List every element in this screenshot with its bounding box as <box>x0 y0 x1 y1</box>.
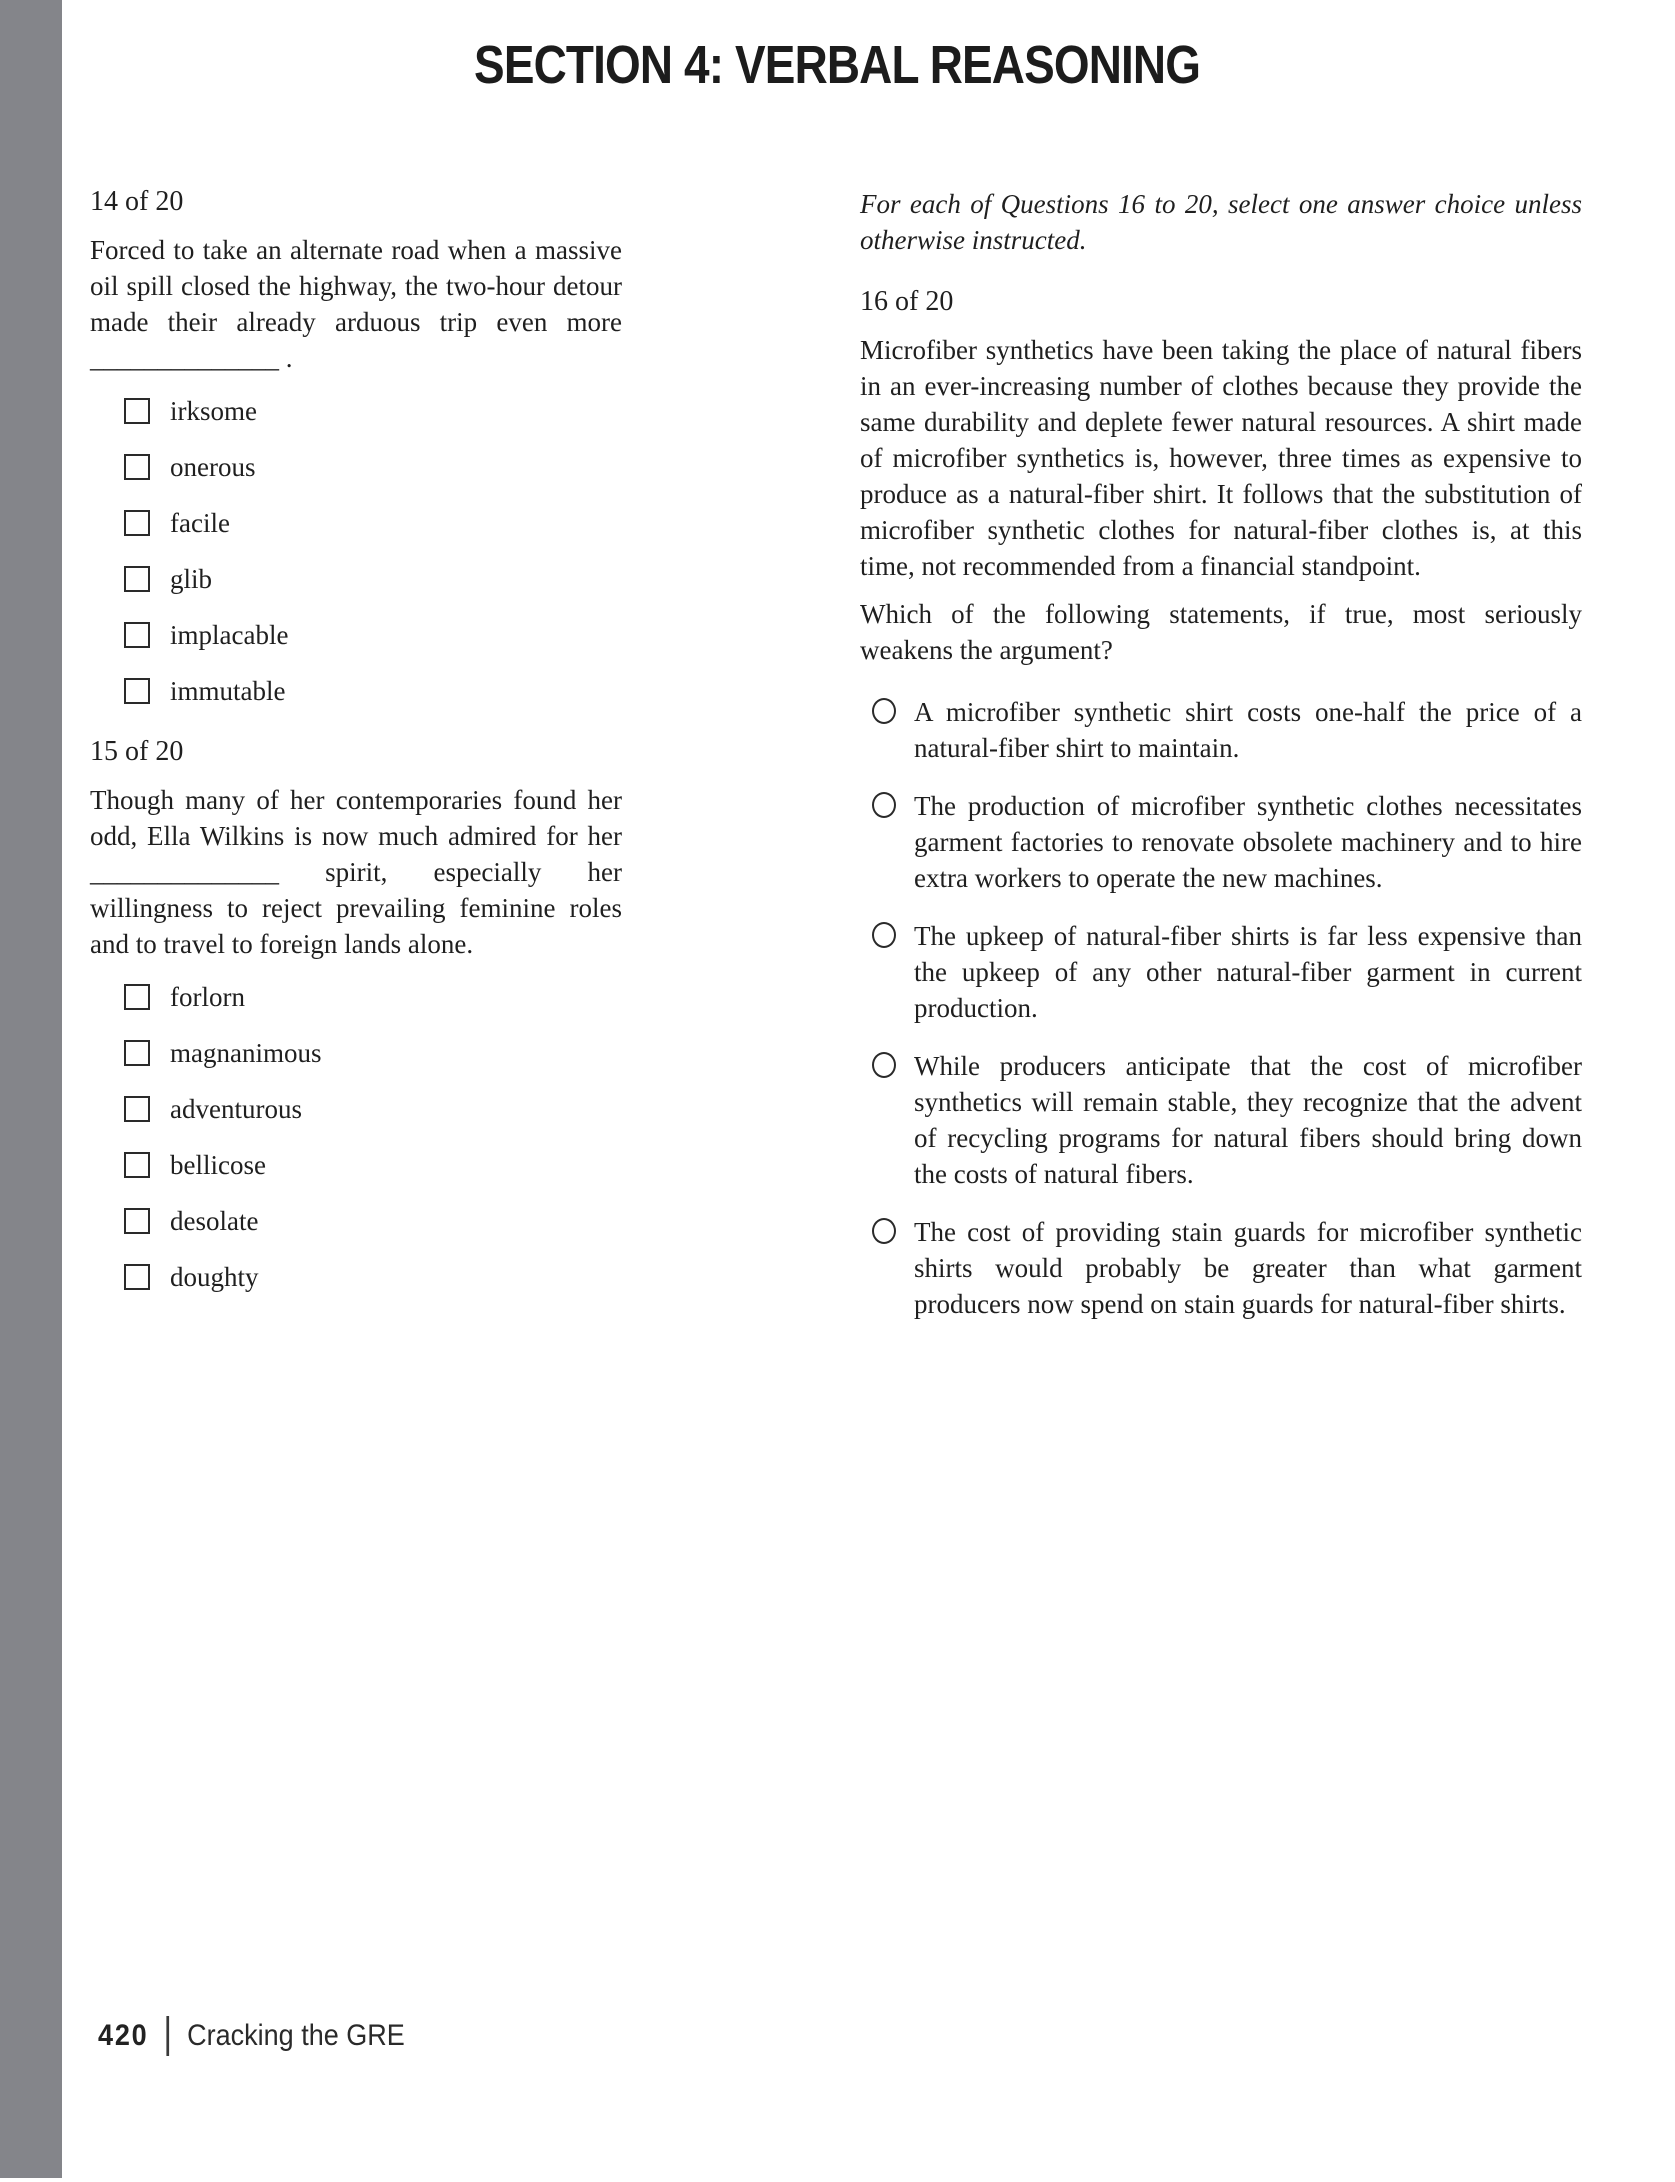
option-label: onerous <box>170 452 256 482</box>
answer-option[interactable] <box>124 564 622 594</box>
answer-option[interactable] <box>124 452 622 482</box>
answer-option[interactable] <box>124 1206 622 1236</box>
page-title: SECTION 4: VERBAL REASONING <box>474 35 1201 95</box>
checkbox[interactable] <box>124 1096 150 1122</box>
answer-option[interactable] <box>124 676 622 706</box>
option-label: implacable <box>170 620 289 650</box>
answer-option[interactable] <box>124 1150 622 1180</box>
question-14 <box>90 186 622 706</box>
sidebar-strip <box>0 0 62 2178</box>
answer-option[interactable] <box>124 982 622 1012</box>
radio-button[interactable] <box>872 698 896 724</box>
radio-button[interactable] <box>872 922 896 948</box>
right-column <box>860 186 1582 1344</box>
option-label: The production of microfiber synthetic clothes necessitates garment factories to renovate obsolete machinery and to hire extra workers to operate the new machines. <box>914 791 1582 893</box>
footer-book-title: Cracking the GRE <box>187 2019 405 2052</box>
option-label: The cost of providing stain guards for microfiber synthetic shirts would probably be greater than what garment producers now spend on stain guards for natural-fiber shirts. <box>914 1217 1582 1319</box>
answer-options <box>860 694 1582 1322</box>
footer-page-number: 420 <box>98 2019 149 2052</box>
option-label: immutable <box>170 676 286 706</box>
answer-option[interactable] <box>860 918 1582 1026</box>
question-prompt: Forced to take an alternate road when a massive oil spill closed the highway, the two-hour detour made their already arduous trip even more ______________ . <box>90 235 622 373</box>
option-label: magnanimous <box>170 1038 322 1068</box>
footer-separator <box>166 2016 169 2056</box>
question-16 <box>860 286 1582 1322</box>
option-label: forlorn <box>170 982 245 1012</box>
page-title-wrap <box>0 34 1675 96</box>
checkbox[interactable] <box>124 398 150 424</box>
checkbox[interactable] <box>124 678 150 704</box>
answer-option[interactable] <box>124 620 622 650</box>
option-label: facile <box>170 508 230 538</box>
page-footer <box>98 2016 405 2056</box>
answer-options <box>124 396 622 706</box>
option-label: doughty <box>170 1262 259 1292</box>
passage: Microfiber synthetics have been taking the place of natural fibers in an ever-increasing number of clothes because they provide the same durability and deplete fewer natural resources. A shirt made of microfiber synthetics is, however, three times as expensive to produce as a natural-fiber shirt. It follows that the substitution of microfiber synthetic clothes for natural-fiber clothes is, at this time, not recommended from a financial standpoint. <box>860 335 1582 581</box>
radio-button[interactable] <box>872 1218 896 1244</box>
option-label: bellicose <box>170 1150 266 1180</box>
checkbox[interactable] <box>124 1040 150 1066</box>
left-column <box>90 186 622 1318</box>
checkbox[interactable] <box>124 1208 150 1234</box>
option-label: glib <box>170 564 213 594</box>
option-label: adventurous <box>170 1094 302 1124</box>
option-label: A microfiber synthetic shirt costs one-half the price of a natural-fiber shirt to maintain. <box>914 697 1582 763</box>
question-number: 16 of 20 <box>860 286 954 317</box>
answer-option[interactable] <box>860 1048 1582 1192</box>
answer-option[interactable] <box>860 1214 1582 1322</box>
checkbox[interactable] <box>124 1152 150 1178</box>
question-15 <box>90 736 622 1292</box>
checkbox[interactable] <box>124 566 150 592</box>
checkbox[interactable] <box>124 622 150 648</box>
answer-option[interactable] <box>124 508 622 538</box>
checkbox[interactable] <box>124 984 150 1010</box>
question-prompt: Which of the following statements, if true, most seriously weakens the argument? <box>860 599 1582 665</box>
answer-options <box>124 982 622 1292</box>
option-label: irksome <box>170 396 257 426</box>
answer-option[interactable] <box>124 396 622 426</box>
radio-button[interactable] <box>872 1052 896 1078</box>
answer-option[interactable] <box>860 694 1582 766</box>
question-prompt: Though many of her contemporaries found her odd, Ella Wilkins is now much admired for her ______________ spirit, especially her willingness to reject prevailing feminine roles and to travel to foreign lands alone. <box>90 785 622 959</box>
question-number: 15 of 20 <box>90 736 184 767</box>
option-label: desolate <box>170 1206 259 1236</box>
answer-option[interactable] <box>124 1094 622 1124</box>
radio-button[interactable] <box>872 792 896 818</box>
question-number: 14 of 20 <box>90 186 184 217</box>
option-label: While producers anticipate that the cost of microfiber synthetics will remain stable, they recognize that the advent of recycling programs for natural fibers should bring down the costs of natural fibers. <box>914 1051 1582 1189</box>
checkbox[interactable] <box>124 1264 150 1290</box>
option-label: The upkeep of natural-fiber shirts is far less expensive than the upkeep of any other natural-fiber garment in current production. <box>914 921 1582 1023</box>
checkbox[interactable] <box>124 510 150 536</box>
section-instructions: For each of Questions 16 to 20, select one answer choice unless otherwise instructed. <box>860 189 1582 255</box>
checkbox[interactable] <box>124 454 150 480</box>
answer-option[interactable] <box>860 788 1582 896</box>
answer-option[interactable] <box>124 1038 622 1068</box>
answer-option[interactable] <box>124 1262 622 1292</box>
